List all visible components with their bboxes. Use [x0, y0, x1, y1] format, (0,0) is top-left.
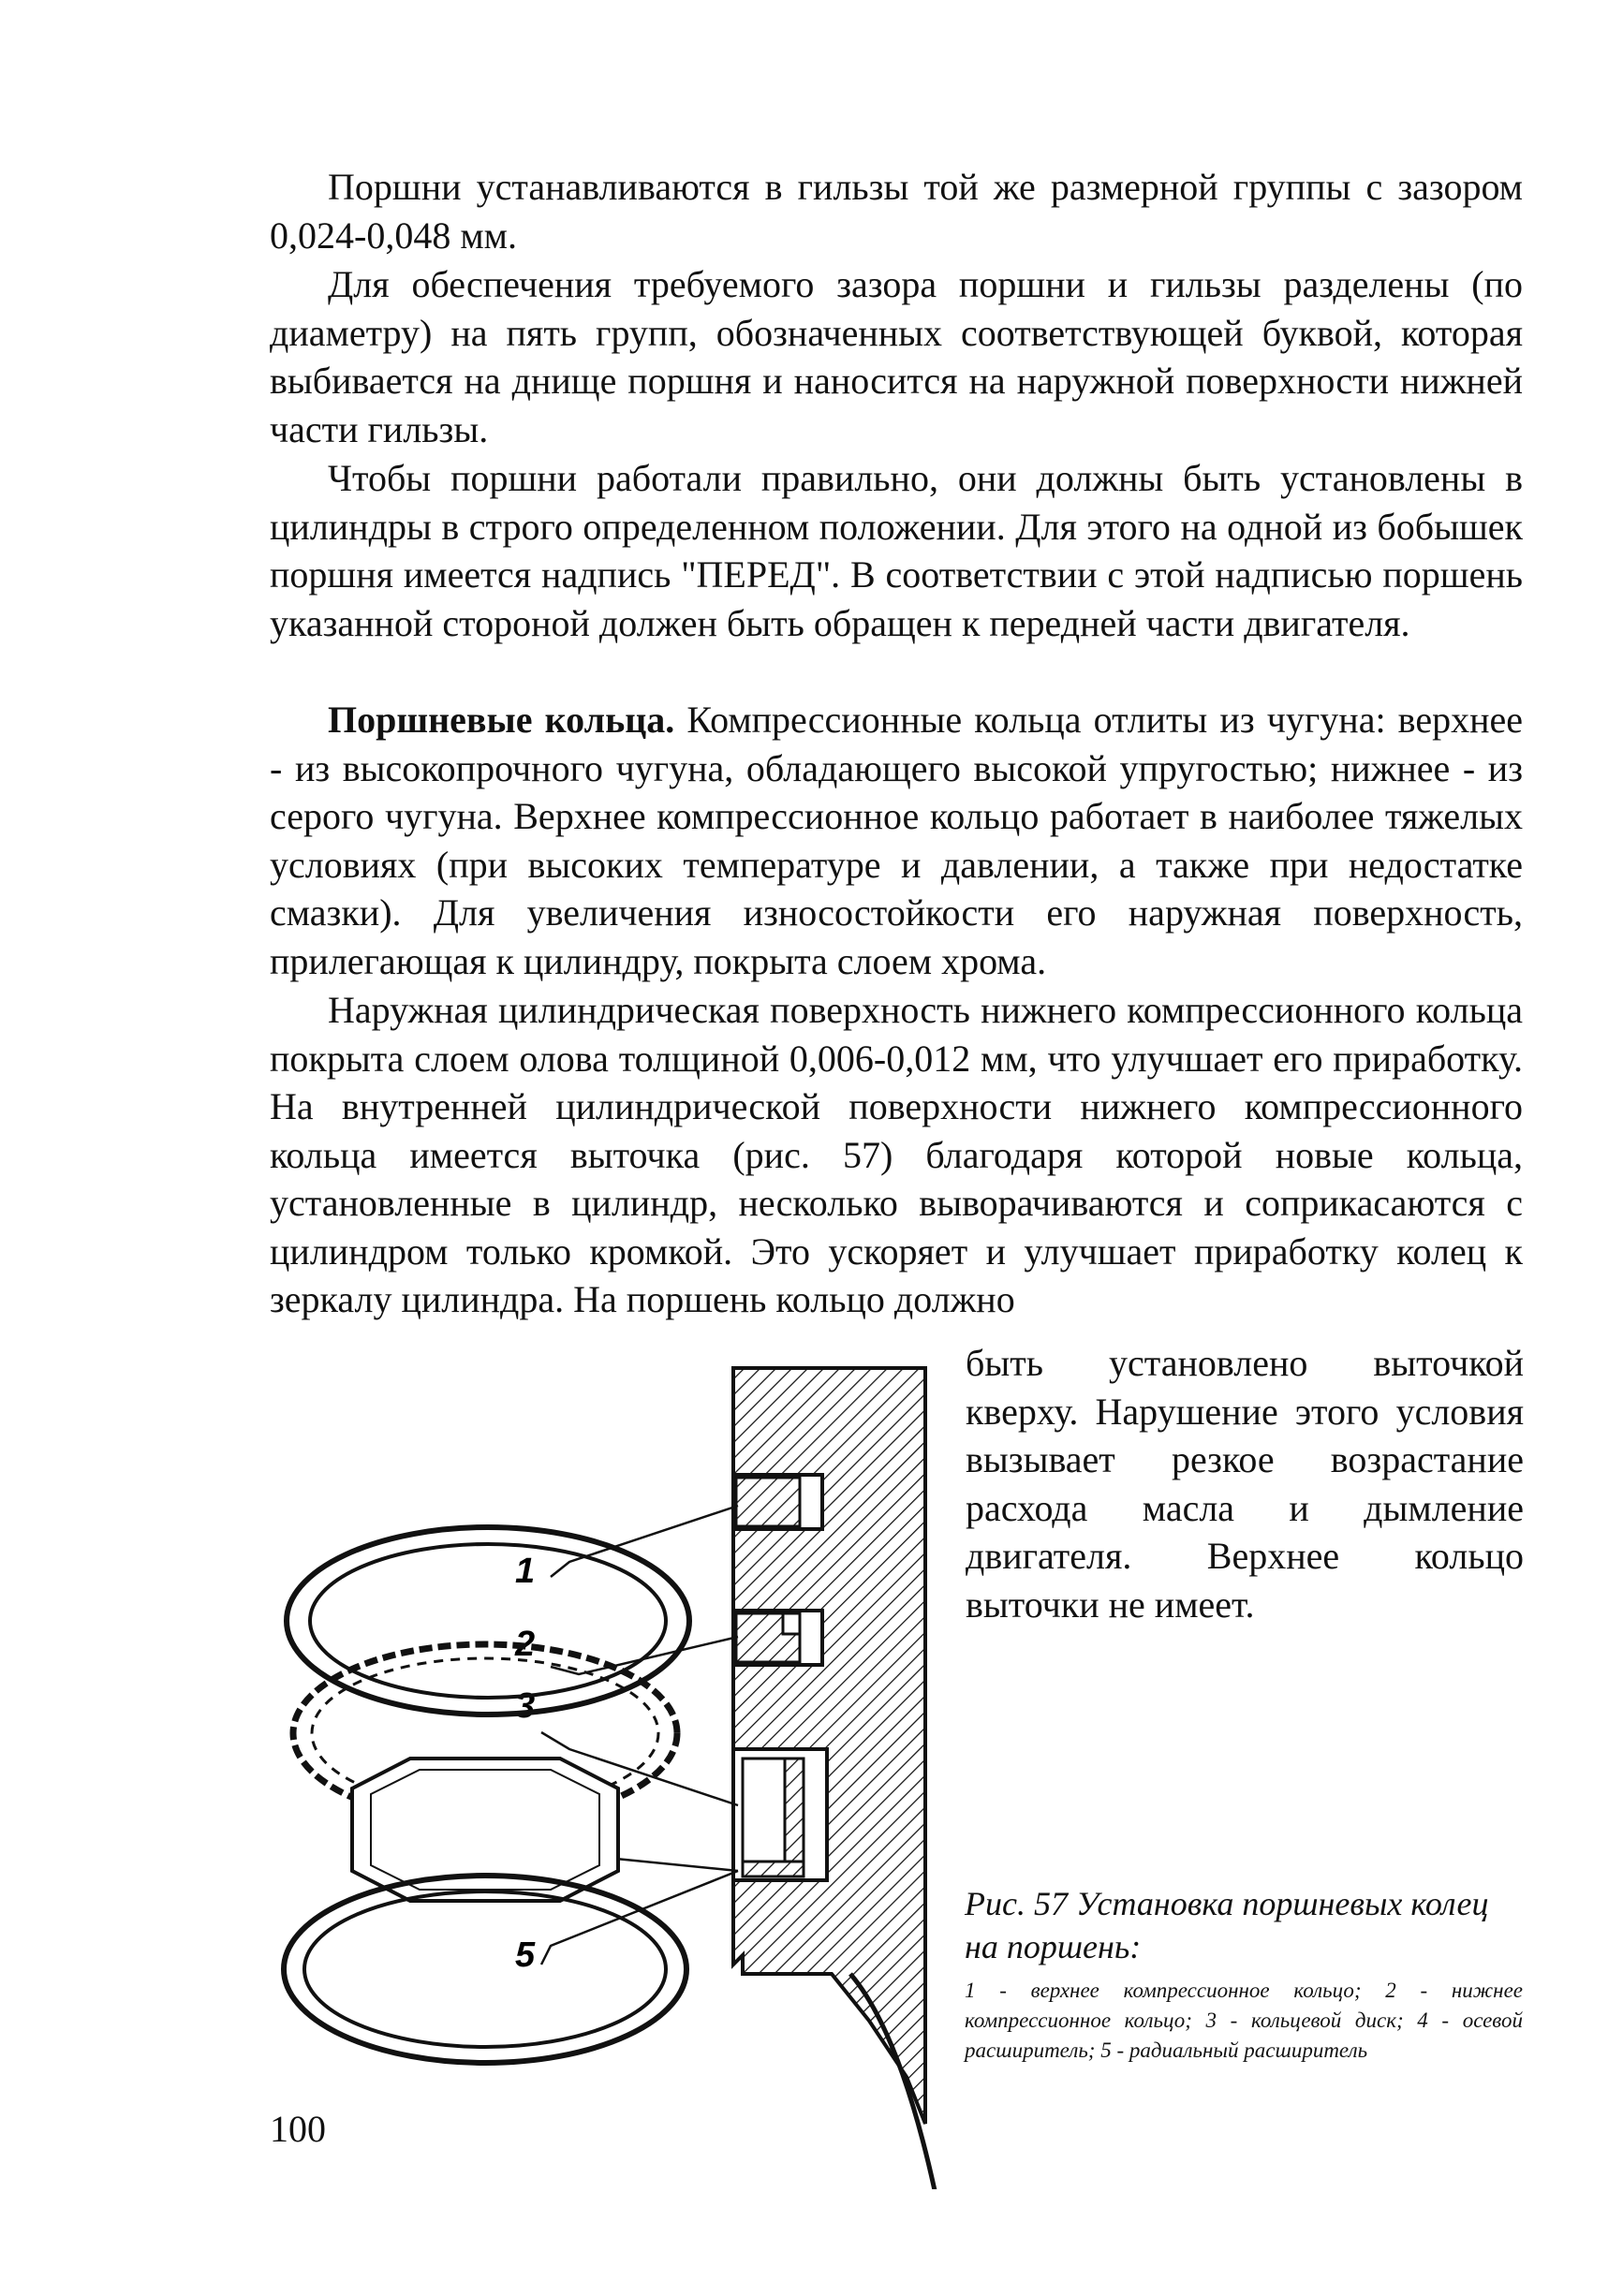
radial-expander: [284, 1876, 686, 2063]
paragraph-4-text: Компрессионные кольца отлиты из чугуна: верхнее - из высокопрочного чугуна, обладающего высокой упругостью; нижнее - из серого чугуна. Верхнее компрессионное кольцо работает в наиболее тяжелых условиях (при высоких температуре и давлении, а также при недостатке смазки). Для увеличения износостойкости его наружная поверхность, прилегающая к цилиндру, покрыта слоем хрома.: [270, 699, 1523, 982]
paragraph-1: Поршни устанавливаются в гильзы той же размерной группы с зазором 0,024-0,048 мм.: [270, 166, 1523, 257]
label-1: 1: [515, 1552, 536, 1591]
ring-1-section: [736, 1478, 800, 1526]
paragraph-3: Чтобы поршни работали правильно, они должны быть установлены в цилиндры в строго определенном положении. Для этого на одной из бобышек поршня имеется надпись "ПЕРЕД". В соответствии с этой надписью поршень указанной стороной должен быть обращен к передней части двигателя.: [270, 457, 1523, 644]
paragraph-6: быть установлено выточкой кверху. Нарушение этого условия вызывает резкое возрастание расхода масла и дымление двигателя. Верхнее кольцо выточки не имеет.: [966, 1342, 1524, 1626]
paragraph-4: [270, 696, 1523, 985]
caption-legend: 1 - верхнее компрессионное кольцо; 2 - нижнее компрессионное кольцо; 3 - кольцевой диск; 4 - осевой расширитель; 5 - радиальный расширитель: [965, 1979, 1523, 2062]
caption-title: Рис. 57 Установка поршневых колец на поршень:: [965, 1885, 1489, 1965]
label-5: 5: [515, 1935, 536, 1975]
label-3: 3: [515, 1686, 536, 1726]
section-heading: Поршневые кольца.: [328, 699, 675, 741]
paragraph-2: Для обеспечения требуемого зазора поршни и гильзы разделены (по диаметру) на пять групп, обозначенных соответствующей буквой, которая выбивается на днище поршня и наносится на наружной поверхности нижней части гильзы.: [270, 263, 1523, 450]
label-2: 2: [515, 1625, 536, 1664]
axial-expander: [352, 1759, 618, 1901]
figure-caption: [965, 1882, 1523, 2066]
piston-rings-figure: [270, 1365, 963, 2189]
top-ring: [287, 1527, 689, 1715]
page-number: 100: [270, 2108, 326, 2150]
paragraph-5: Наружная цилиндрическая поверхность нижнего компрессионного кольца покрыта слоем олова толщиной 0,006-0,012 мм, что улучшает его приработку. На внутренней цилиндрической поверхности нижнего компрессионного кольца имеется выточка (рис. 57) благодаря которой новые кольца, установленные в цилиндр, несколько выворачиваются и соприкасаются с цилиндром только кромкой. Это ускоряет и улучшает приработку колец к зеркалу цилиндра. На поршень кольцо должно: [270, 989, 1523, 1320]
